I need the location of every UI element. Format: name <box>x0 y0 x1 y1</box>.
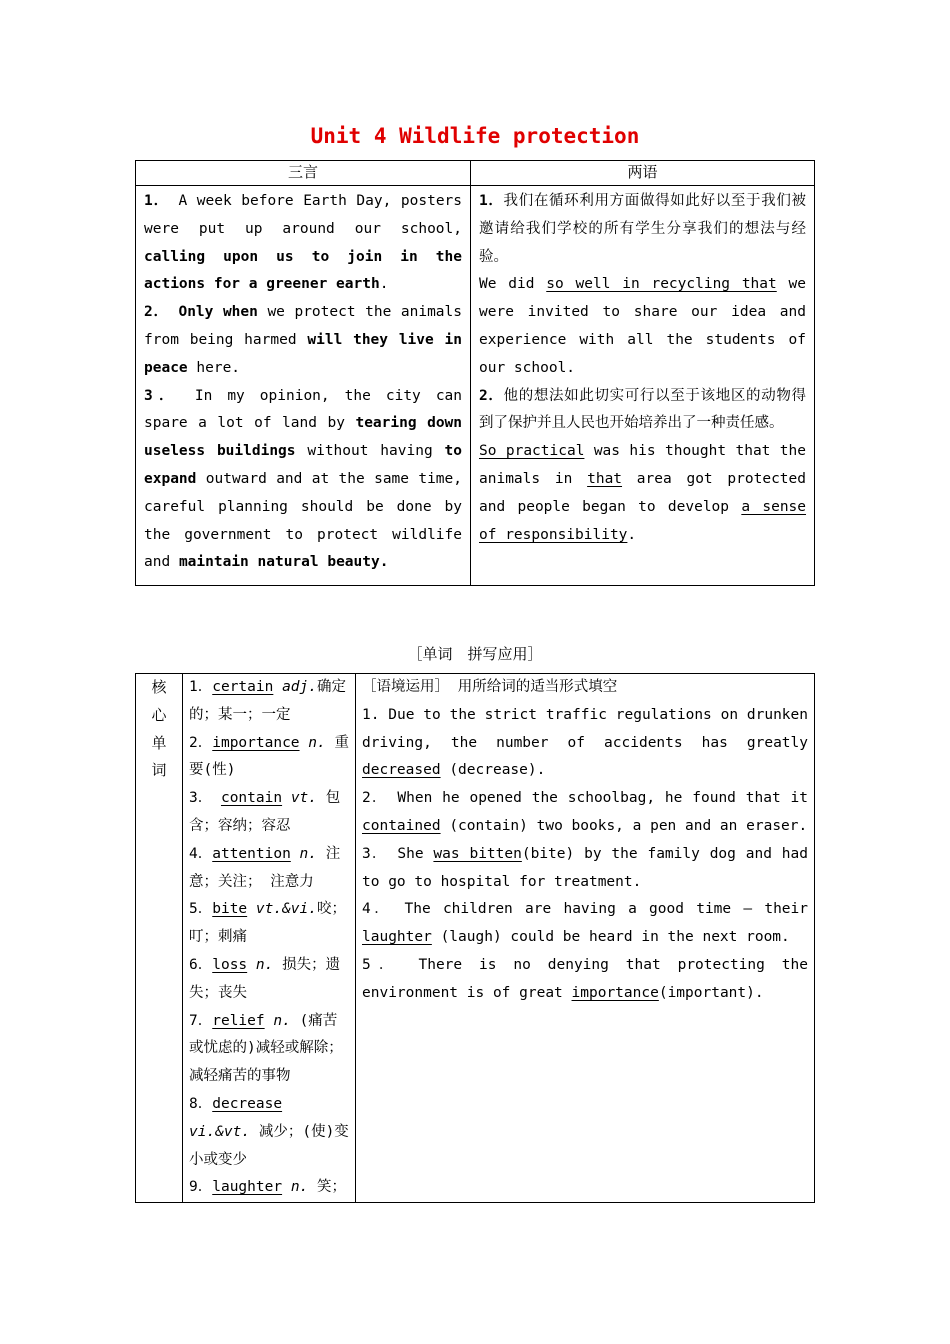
page-title: Unit 4 Wildlife protection <box>310 124 640 148</box>
sentence-item: 1． A week before Earth Day, posters were put up around our school, calling upon us to join in the actions for a greener earth. <box>144 193 463 293</box>
exercise-item: 1. Due to the strict traffic regulations on drunken driving, the number of accidents has greatly decreased (decrease). <box>362 706 808 779</box>
exercise-item: 5． There is no denying that protecting the environment is of great importance(important). <box>362 956 808 1001</box>
column-header-left: 三言 <box>136 161 471 186</box>
vocabulary-table <box>135 673 815 1203</box>
translation-item: 2．他的想法如此切实可行以至于该地区的动物得到了保护并且人民也开始培养出了一种责任感。 <box>479 387 806 432</box>
vocab-item: 4．attention n. 注意；关注； 注意力 <box>189 845 341 890</box>
exercise-item: 2． When he opened the schoolbag, he found that it contained (contain) two books, a pen and an eraser. <box>362 790 808 834</box>
sentence-item: 3． In my opinion, the city can spare a lot of land by tearing down useless buildings without having to expand outward and at the same time, careful planning should be done by the government to protect wildlife and maintain natural beauty. <box>144 387 463 571</box>
translation-item: 1．我们在循环利用方面做得如此好以至于我们被邀请给我们学校的所有学生分享我们的想法与经验。 <box>479 193 806 265</box>
exercise-cell <box>356 674 815 1203</box>
column-header-right: 两语 <box>471 161 815 186</box>
sentences-cell <box>136 186 471 586</box>
sentence-item: 2． Only when we protect the animals from being harmed will they live in peace here. <box>144 304 463 376</box>
vocab-item: 2．importance n. 重要(性) <box>189 734 349 779</box>
exercise-item: 3． She was bitten(bite) by the family dog and had to go to hospital for treatment. <box>362 845 808 890</box>
translation-english: So practical was his thought that the animals in that area got protected and people began to develop a sense of responsibility. <box>479 443 807 543</box>
translations-cell <box>471 186 815 586</box>
vocab-item: 7．relief n. (痛苦或忧虑的)减轻或解除；减轻痛苦的事物 <box>189 1012 343 1085</box>
exercise-heading: ［语境运用］ 用所给词的适当形式填空 <box>362 679 618 695</box>
vocab-item: 5．bite vt.&vi.咬；叮；刺痛 <box>189 901 346 946</box>
phrases-table <box>135 160 815 586</box>
section-heading: ［单词 拼写应用］ <box>407 645 543 663</box>
exercise-item: 4． The children are having a good time — their laughter (laugh) could be heard in the next room. <box>362 901 808 946</box>
vocab-item: 8．decrease vi.&vt. 减少；(使)变小或变少 <box>189 1095 349 1168</box>
vocab-item: 3． contain vt. 包含；容纳；容忍 <box>189 790 341 834</box>
core-words-label: 核 心 单 词 <box>136 674 183 1203</box>
vocab-item: 9．laughter n. 笑； <box>189 1179 347 1196</box>
vocab-item: 1．certain adj.确定的；某一；一定 <box>189 679 346 723</box>
translation-english: We did so well in recycling that we were invited to share our idea and experience with all the students of our school. <box>479 276 807 376</box>
vocabulary-list <box>183 674 356 1203</box>
vocab-item: 6．loss n. 损失；遗失；丧失 <box>189 956 341 1001</box>
